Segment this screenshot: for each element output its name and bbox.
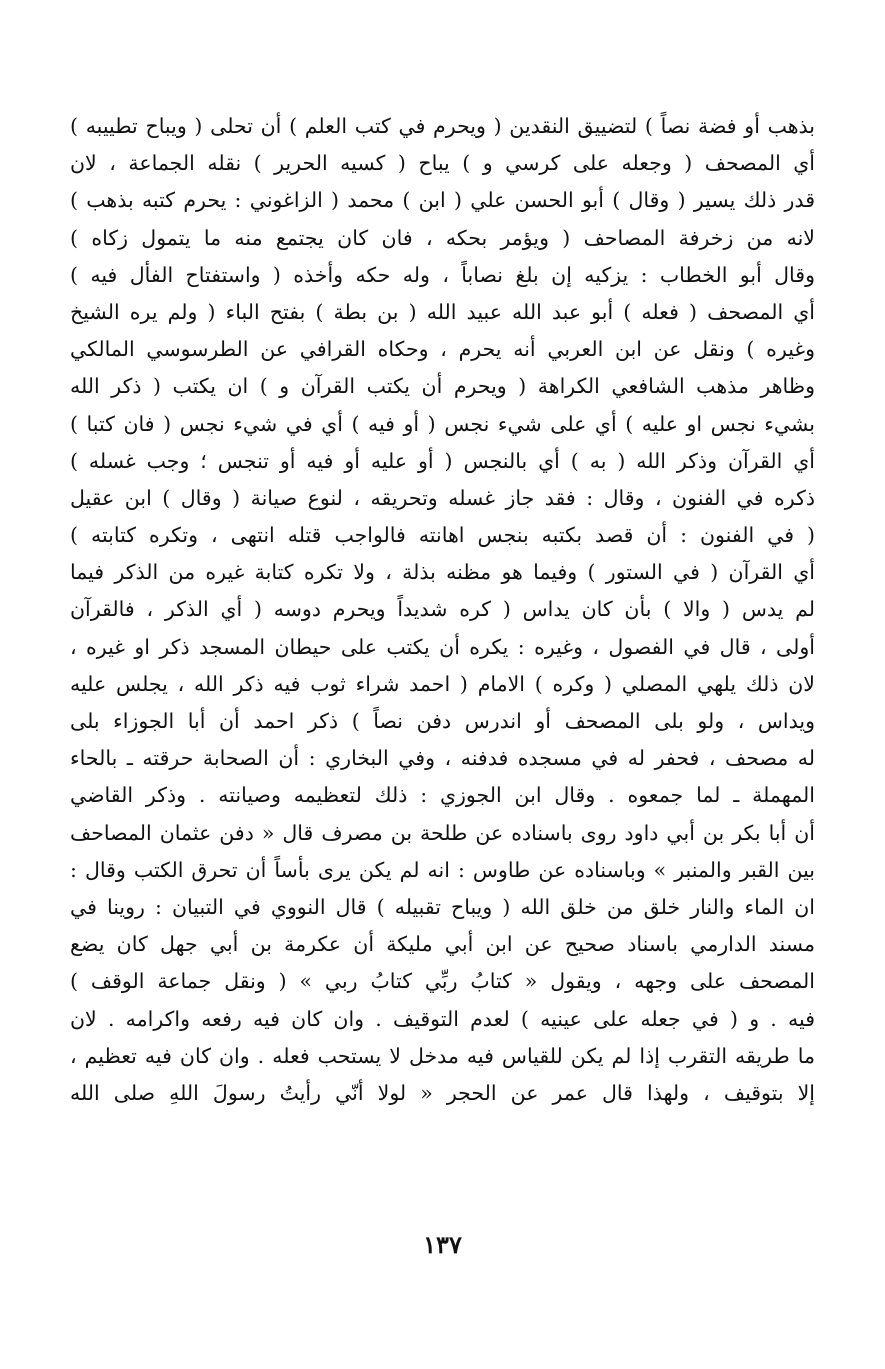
text-line: بشيء نجس او عليه ) أي على شيء نجس ( أو فيه ) أي في شيء نجس ( فان كتبا ) — [70, 411, 815, 436]
text-line: له مصحف ، فحفر له في مسجده فدفنه ، وفي البخاري : أن الصحابة حرقته ـ بالحاء — [70, 746, 815, 771]
text-line: المصحف على وجهه ، ويقول « كتابُ ربِّي كتابُ ربي » ( ونقل جماعة الوقف ) — [70, 969, 815, 994]
text-line: أي القرآن وذكر الله ( به ) أي بالنجس ( أو عليه أو فيه أو تنجس ؛ وجب غسله ) — [70, 448, 815, 473]
text-line: ذكره في الفنون ، وقال : فقد جاز غسله وتحريقه ، لنوع صيانة ( وقال ) ابن عقيل — [70, 485, 815, 510]
text-line: فيه . و ( في جعله على عينيه ) لعدم التوقيف . وان كان فيه رفعه واكرامه . لان — [70, 1006, 815, 1031]
text-line: إلا بتوقيف ، ولهذا قال عمر عن الحجر « لولا أنّي رأيتُ رسولَ اللهِ صلى الله — [70, 1080, 815, 1105]
text-line: أي المصحف ( فعله ) أبو عبد الله عبيد الله ( بن بطة ) بفتح الباء ( ولم يره الشيخ — [70, 299, 815, 324]
text-line: لانه من زخرفة المصاحف ( ويؤمر بحكه ، فان كان يجتمع منه ما يتمول زكاه ) — [70, 225, 815, 250]
text-line: أي المصحف ( وجعله على كرسي و ) يباح ( كسيه الحرير ) نقله الجماعة ، لان — [70, 151, 815, 176]
text-line: وظاهر مذهب الشافعي الكراهة ( ويحرم أن يكتب القرآن و ) ان يكتب ( ذكر الله — [70, 374, 815, 399]
text-line: بين القبر والمنبر » وباسناده عن طاوس : انه لم يكن يرى بأساً أن تحرق الكتب وقال : — [70, 857, 815, 882]
text-line: وقال أبو الخطاب : يزكيه إن بلغ نصاباً ، وله حكه وأخذه ( واستفتاح الفأل فيه ) — [70, 262, 815, 287]
text-line: ان الماء والنار خلق من خلق الله ( ويباح تقبيله ) قال النووي في التبيان : روينا في — [70, 894, 815, 919]
text-line: المهملة ـ لما جمعوه . وقال ابن الجوزي : ذلك لتعظيمه وصيانته . وذكر القاضي — [70, 783, 815, 808]
text-line: أن أبا بكر بن أبي داود روى باسناده عن طلحة بن مصرف قال « دفن عثمان المصاحف — [70, 820, 815, 845]
text-line: أي القرآن ( في الستور ) وفيما هو مظنه بذلة ، ولا تكره كتابة غيره من الذكر فيما — [70, 560, 815, 585]
text-line: مسند الدارمي باسناد صحيح عن ابن أبي مليكة أن عكرمة بن أبي جهل كان يضع — [70, 932, 815, 957]
text-line: ( في الفنون : أن قصد بكتبه بنجس اهانته فالواجب قتله انتهى ، وتكره كتابته ) — [70, 523, 815, 548]
text-line: بذهب أو فضة نصاً ) لتضييق النقدين ( ويحرم في كتب العلم ) أن تحلى ( ويباح تطييبه ) — [70, 114, 815, 138]
body-text — [70, 108, 815, 1112]
text-line: ما طريقه التقرب إذا لم يكن للقياس فيه مدخل لا يستحب فعله . وان كان فيه تعظيم ، — [70, 1043, 815, 1068]
text-line: لم يدس ( والا ) بأن كان يداس ( كره شديداً ويحرم دوسه ( أي الذكر ، فالقرآن — [70, 597, 815, 622]
text-line: ويداس ، ولو بلى المصحف أو اندرس دفن نصاً ) ذكر احمد أن أبا الجوزاء بلى — [70, 709, 815, 733]
text-line: وغيره ) ونقل عن ابن العربي أنه يحرم ، وحكاه القرافي عن الطرسوسي المالكي — [70, 337, 815, 362]
page-number: ١٣٧ — [423, 1230, 462, 1259]
text-line: أولى ، قال في الفصول ، وغيره : يكره أن يكتب على حيطان المسجد ذكر او غيره ، — [70, 634, 815, 659]
text-line: قدر ذلك يسير ( وقال ) أبو الحسن علي ( ابن ) محمد ( الزاغوني : يحرم كتبه بذهب ) — [70, 188, 815, 213]
text-line: لان ذلك يلهي المصلي ( وكره ) الامام ( احمد شراء ثوب فيه ذكر الله ، يجلس عليه — [70, 671, 815, 696]
